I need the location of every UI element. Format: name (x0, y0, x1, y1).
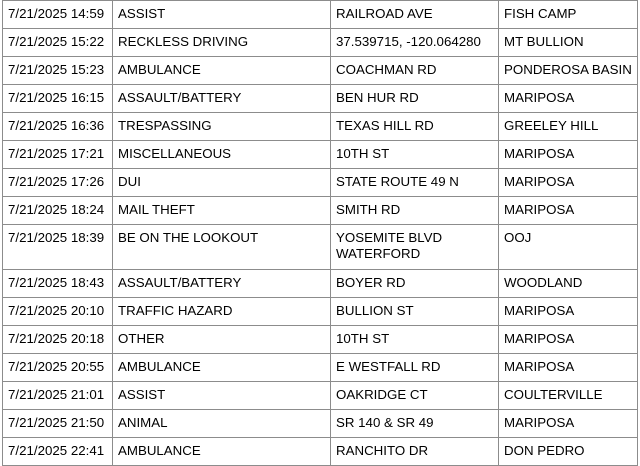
table-row (3, 410, 638, 438)
cell-area: MARIPOSA (499, 85, 638, 113)
cell-area: MARIPOSA (499, 141, 638, 169)
cell-call-type: ASSAULT/BATTERY (113, 85, 331, 113)
table-row (3, 438, 638, 466)
cell-datetime: 7/21/2025 15:23 (3, 57, 113, 85)
cell-area: MARIPOSA (499, 410, 638, 438)
cell-area: PONDEROSA BASIN (499, 57, 638, 85)
cell-datetime: 7/21/2025 20:55 (3, 354, 113, 382)
table-row (3, 1, 638, 29)
table-row (3, 169, 638, 197)
cell-location: YOSEMITE BLVD WATERFORD (331, 225, 499, 270)
cell-datetime: 7/21/2025 17:26 (3, 169, 113, 197)
cell-call-type: TRESPASSING (113, 113, 331, 141)
table-row (3, 29, 638, 57)
cell-area: OOJ (499, 225, 638, 270)
cell-location: 10TH ST (331, 326, 499, 354)
table-row (3, 225, 638, 270)
cell-datetime: 7/21/2025 21:01 (3, 382, 113, 410)
cell-call-type: ASSIST (113, 382, 331, 410)
cell-location: STATE ROUTE 49 N (331, 169, 499, 197)
cell-call-type: RECKLESS DRIVING (113, 29, 331, 57)
cell-call-type: MAIL THEFT (113, 197, 331, 225)
incident-log-body (3, 1, 638, 466)
cell-call-type: OTHER (113, 326, 331, 354)
cell-datetime: 7/21/2025 20:10 (3, 298, 113, 326)
cell-area: FISH CAMP (499, 1, 638, 29)
cell-area: MARIPOSA (499, 326, 638, 354)
cell-area: COULTERVILLE (499, 382, 638, 410)
cell-area: DON PEDRO (499, 438, 638, 466)
cell-datetime: 7/21/2025 15:22 (3, 29, 113, 57)
cell-location: OAKRIDGE CT (331, 382, 499, 410)
cell-datetime: 7/21/2025 16:15 (3, 85, 113, 113)
cell-call-type: BE ON THE LOOKOUT (113, 225, 331, 270)
cell-call-type: TRAFFIC HAZARD (113, 298, 331, 326)
table-row (3, 270, 638, 298)
cell-location: SR 140 & SR 49 (331, 410, 499, 438)
cell-location: SMITH RD (331, 197, 499, 225)
cell-area: MT BULLION (499, 29, 638, 57)
cell-location: BOYER RD (331, 270, 499, 298)
cell-area: WOODLAND (499, 270, 638, 298)
cell-area: MARIPOSA (499, 298, 638, 326)
table-row (3, 57, 638, 85)
cell-location: TEXAS HILL RD (331, 113, 499, 141)
cell-area: MARIPOSA (499, 197, 638, 225)
cell-location: E WESTFALL RD (331, 354, 499, 382)
cell-call-type: ASSAULT/BATTERY (113, 270, 331, 298)
table-row (3, 85, 638, 113)
table-row (3, 354, 638, 382)
cell-call-type: AMBULANCE (113, 354, 331, 382)
table-row (3, 382, 638, 410)
cell-location: BULLION ST (331, 298, 499, 326)
table-row (3, 326, 638, 354)
cell-datetime: 7/21/2025 18:43 (3, 270, 113, 298)
cell-area: MARIPOSA (499, 354, 638, 382)
cell-call-type: MISCELLANEOUS (113, 141, 331, 169)
cell-location: BEN HUR RD (331, 85, 499, 113)
cell-datetime: 7/21/2025 18:39 (3, 225, 113, 270)
cell-call-type: ASSIST (113, 1, 331, 29)
cell-area: GREELEY HILL (499, 113, 638, 141)
cell-area: MARIPOSA (499, 169, 638, 197)
incident-log-table (2, 0, 638, 466)
cell-location: RAILROAD AVE (331, 1, 499, 29)
cell-datetime: 7/21/2025 21:50 (3, 410, 113, 438)
cell-location: COACHMAN RD (331, 57, 499, 85)
cell-datetime: 7/21/2025 18:24 (3, 197, 113, 225)
cell-location: 10TH ST (331, 141, 499, 169)
cell-location: RANCHITO DR (331, 438, 499, 466)
cell-location: 37.539715, -120.064280 (331, 29, 499, 57)
table-row (3, 298, 638, 326)
table-row (3, 197, 638, 225)
cell-call-type: AMBULANCE (113, 438, 331, 466)
table-row (3, 113, 638, 141)
cell-datetime: 7/21/2025 20:18 (3, 326, 113, 354)
cell-call-type: ANIMAL (113, 410, 331, 438)
cell-datetime: 7/21/2025 16:36 (3, 113, 113, 141)
cell-call-type: AMBULANCE (113, 57, 331, 85)
cell-datetime: 7/21/2025 22:41 (3, 438, 113, 466)
cell-datetime: 7/21/2025 17:21 (3, 141, 113, 169)
table-row (3, 141, 638, 169)
cell-datetime: 7/21/2025 14:59 (3, 1, 113, 29)
cell-call-type: DUI (113, 169, 331, 197)
